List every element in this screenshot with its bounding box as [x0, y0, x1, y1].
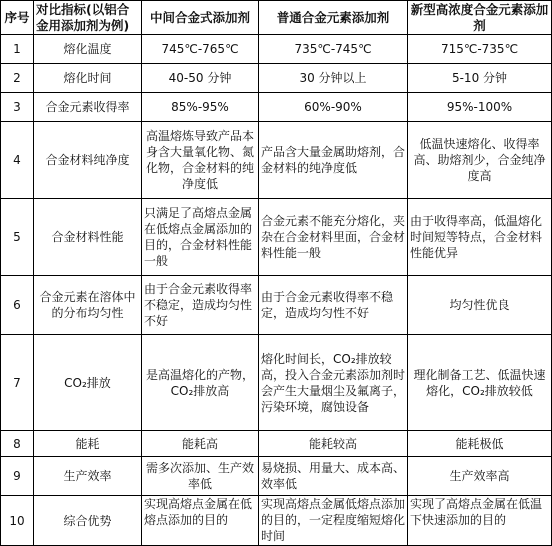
- row-number: 10: [1, 496, 34, 546]
- row-ordinary: 60%-90%: [259, 93, 408, 122]
- row-new: 实现了高熔点金属在低温下快速添加的目的: [408, 496, 552, 546]
- row-ordinary: 熔化时间长，CO₂排放较高，投入合金元素添加剂时会产生大量烟尘及氟离子，污染环境，腐蚀设备: [259, 335, 408, 431]
- header-row: [1, 1, 552, 35]
- row-ordinary: 能耗较高: [259, 431, 408, 457]
- header-new-high-concentration: 新型高浓度合金元素添加剂: [408, 1, 552, 35]
- row-ordinary: 易烧损、用量大、成本高、效率低: [259, 457, 408, 496]
- row-ordinary: 由于合金元素收得率不稳定，造成均匀性不好: [259, 276, 408, 335]
- row-new: 生产效率高: [408, 457, 552, 496]
- row-metric: 合金元素在溶体中的分布均匀性: [34, 276, 142, 335]
- row-number: 9: [1, 457, 34, 496]
- table-row: [1, 276, 552, 335]
- row-metric: 合金材料性能: [34, 199, 142, 276]
- row-intermediate: 需多次添加、生产效率低: [142, 457, 259, 496]
- row-new: 理化制备工艺、低温快速熔化，CO₂排放较低: [408, 335, 552, 431]
- row-ordinary: 30 分钟以上: [259, 64, 408, 93]
- row-new: 低温快速熔化、收得率高、助熔剂少，合金纯净度高: [408, 122, 552, 199]
- row-metric: 熔化时间: [34, 64, 142, 93]
- row-number: 1: [1, 35, 34, 64]
- row-metric: CO₂排放: [34, 335, 142, 431]
- row-ordinary: 产品含大量金属助熔剂，合金材料的纯净度低: [259, 122, 408, 199]
- row-metric: 合金材料纯净度: [34, 122, 142, 199]
- row-metric: 综合优势: [34, 496, 142, 546]
- row-intermediate: 能耗高: [142, 431, 259, 457]
- table-row: [1, 35, 552, 64]
- row-metric: 合金元素收得率: [34, 93, 142, 122]
- row-number: 5: [1, 199, 34, 276]
- table-row: [1, 457, 552, 496]
- row-intermediate: 只满足了高熔点金属在低熔点金属添加的目的，合金材料性能一般: [142, 199, 259, 276]
- row-intermediate: 745℃-765℃: [142, 35, 259, 64]
- row-intermediate: 高温熔炼导致产品本身含大量氧化物、氮化物，合金材料的纯净度低: [142, 122, 259, 199]
- table-row: [1, 431, 552, 457]
- row-ordinary: 735℃-745℃: [259, 35, 408, 64]
- row-intermediate: 实现高熔点金属在低熔点添加的目的: [142, 496, 259, 546]
- row-number: 8: [1, 431, 34, 457]
- header-no: 序号: [1, 1, 34, 35]
- table-row: [1, 64, 552, 93]
- header-intermediate-alloy: 中间合金式添加剂: [142, 1, 259, 35]
- row-metric: 生产效率: [34, 457, 142, 496]
- row-intermediate: 40-50 分钟: [142, 64, 259, 93]
- row-new: 由于收得率高，低温熔化时间短等特点，合金材料性能优异: [408, 199, 552, 276]
- row-new: 能耗极低: [408, 431, 552, 457]
- table-row: [1, 199, 552, 276]
- row-ordinary: 实现高熔点金属低熔点添加的目的，一定程度缩短熔化时间: [259, 496, 408, 546]
- header-ordinary-additive: 普通合金元素添加剂: [259, 1, 408, 35]
- table-row: [1, 496, 552, 546]
- row-new: 5-10 分钟: [408, 64, 552, 93]
- row-intermediate: 85%-95%: [142, 93, 259, 122]
- row-metric: 能耗: [34, 431, 142, 457]
- row-new: 95%-100%: [408, 93, 552, 122]
- row-intermediate: 是高温熔化的产物，CO₂排放高: [142, 335, 259, 431]
- row-number: 2: [1, 64, 34, 93]
- row-new: 均匀性优良: [408, 276, 552, 335]
- table-row: [1, 335, 552, 431]
- row-intermediate: 由于合金元素收得率不稳定，造成均匀性不好: [142, 276, 259, 335]
- table-row: [1, 122, 552, 199]
- row-metric: 熔化温度: [34, 35, 142, 64]
- row-number: 6: [1, 276, 34, 335]
- row-number: 3: [1, 93, 34, 122]
- row-ordinary: 合金元素不能充分熔化，夹杂在合金材料里面，合金材料性能一般: [259, 199, 408, 276]
- row-number: 7: [1, 335, 34, 431]
- row-number: 4: [1, 122, 34, 199]
- table-row: [1, 93, 552, 122]
- header-metric: 对比指标(以铝合金用添加剂为例): [34, 1, 142, 35]
- row-new: 715℃-735℃: [408, 35, 552, 64]
